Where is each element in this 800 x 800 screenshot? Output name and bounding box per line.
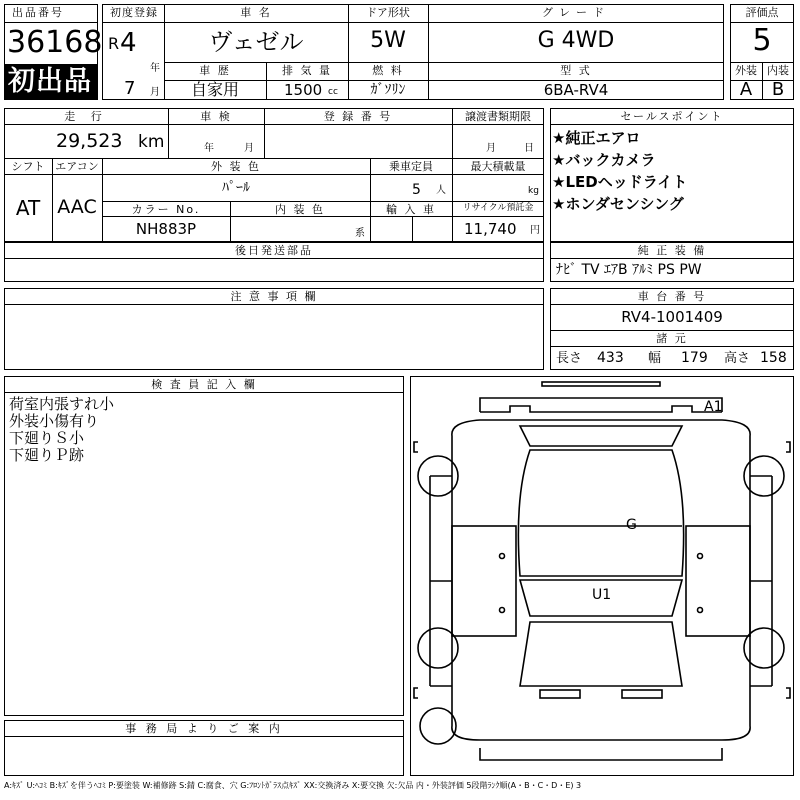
reg-year-unit: 年 [150, 63, 160, 74]
history-label: 車 歴 [199, 64, 231, 77]
rear-window [520, 426, 682, 446]
height: 158 [760, 350, 787, 366]
exterior-grade: A [739, 79, 753, 100]
hood [520, 622, 682, 686]
right-door [686, 526, 750, 636]
reg-month-unit: 月 [150, 87, 160, 98]
first-listing-text: 初出品 [8, 66, 92, 97]
damage-mark-a1: A1 [704, 399, 723, 415]
aircon-label: エアコン [55, 160, 99, 173]
width: 179 [681, 350, 708, 366]
model-label: 型 式 [560, 64, 592, 77]
mileage-unit: km [138, 132, 165, 152]
lot-number-label: 出品番号 [12, 6, 64, 19]
reg-year: 4 [120, 28, 137, 58]
transfer-day-unit: 日 [524, 143, 534, 154]
color-no-label: カラー No. [131, 203, 201, 216]
sales-point-item: ★バックカメラ [552, 151, 656, 169]
length: 433 [597, 350, 624, 366]
mileage: 29,523 [56, 130, 123, 152]
mileage-label: 走 行 [64, 110, 108, 123]
transfer-month-unit: 月 [486, 143, 496, 154]
inspection-month-unit: 月 [244, 143, 254, 154]
legend: A:ｷｽﾞ U:ﾍｺﾐ B:ｷｽﾞを伴うﾍｺﾐ P:要塗装 W:補修跡 S:錆 C:腐食、穴 G:ﾌﾛﾝﾄｶﾞﾗｽ点ｷｽﾞ XX:交換済み X:要交換 欠:欠品 内・外装評価 5段階ﾗﾝｸ順(A・B・C・D・E) 3 [4, 781, 582, 790]
inspector-note: 下廻りＰ跡 [9, 446, 85, 464]
sales-point-item: ★ホンダセンシング [552, 195, 684, 213]
shift-label: シフト [11, 160, 45, 173]
recycle-label: リサイクル預託金 [462, 203, 534, 213]
inspection-year-unit: 年 [204, 143, 214, 154]
score-label: 評価点 [745, 6, 779, 19]
displacement: 1500 [284, 81, 323, 99]
color-no: NH883P [135, 220, 197, 238]
era-mark: R [108, 34, 120, 53]
capacity: 5 [412, 182, 421, 198]
fuel: ｶﾞｿﾘﾝ [370, 82, 406, 98]
recycle-fee: 11,740 [464, 220, 517, 238]
chassis-number: RV4-1001409 [621, 308, 723, 326]
later-parts-label: 後日発送部品 [235, 244, 313, 257]
ext-color: ﾊﾟｰﾙ [222, 180, 250, 196]
recycle-unit: 円 [530, 225, 540, 236]
roof [518, 450, 683, 576]
genuine-equipment: ﾅﾋﾞ TV ｴｱB ｱﾙﾐ PS PW [556, 262, 702, 278]
interior-label: 内装 [767, 64, 789, 77]
max-load-unit: kg [528, 186, 539, 196]
int-color-suffix: 系 [355, 228, 365, 239]
score: 5 [752, 23, 772, 58]
door-label: ドア形状 [366, 6, 410, 19]
sales-points-label: セールスポイント [620, 110, 724, 123]
sales-point-item: ★純正エアロ [552, 129, 641, 147]
exterior-label: 外装 [735, 64, 757, 77]
displacement-label: 排 気 量 [282, 64, 332, 77]
office-label: 事 務 局 よ り ご 案 内 [125, 722, 283, 735]
lot-number: 36168 [7, 25, 103, 60]
width-label: 幅 [648, 351, 662, 366]
rear-plate [542, 382, 660, 386]
rear-bumper [480, 398, 723, 415]
sales-point-item: ★LEDヘッドライト [552, 173, 688, 191]
capacity-unit: 人 [436, 185, 446, 196]
car-name-label: 車 名 [240, 6, 272, 19]
damage-mark-g: G [626, 517, 637, 533]
inspector-note: 外装小傷有り [9, 412, 100, 430]
details-box [4, 108, 544, 242]
int-color-label: 内 装 色 [275, 203, 325, 216]
inspector-note: 荷室内張すれ小 [9, 395, 115, 413]
aircon: AAC [57, 196, 97, 218]
grade-label: グレード [542, 6, 610, 19]
inspection-label: 車 検 [200, 110, 232, 123]
capacity-label: 乗車定員 [389, 160, 433, 173]
ext-color-label: 外 装 色 [211, 160, 261, 173]
car-name: ヴェゼル [208, 28, 304, 56]
reg-no-label: 登 録 番 号 [323, 110, 393, 123]
first-reg-label: 初度登録 [110, 6, 158, 19]
transfer-label: 譲渡書類期限 [465, 110, 531, 123]
specs-label: 諸 元 [656, 332, 688, 345]
grade: G 4WD [537, 28, 615, 53]
door-type: 5W [370, 28, 406, 53]
height-label: 高さ [724, 351, 751, 366]
inspector-note: 下廻りＳ小 [9, 429, 85, 447]
car-diagram [410, 376, 794, 776]
chassis-label: 車 台 番 号 [637, 290, 707, 303]
import-label: 輸 入 車 [386, 203, 436, 216]
left-door [452, 526, 516, 636]
history: 自家用 [190, 80, 239, 99]
model: 6BA-RV4 [543, 81, 609, 99]
interior-grade: B [771, 79, 785, 100]
inspector-label: 検 査 員 記 入 欄 [151, 378, 257, 391]
max-load-label: 最大積載量 [470, 160, 526, 173]
front-bumper [480, 748, 722, 760]
length-label: 長さ [556, 351, 583, 366]
genuine-equipment-label: 純 正 装 備 [637, 244, 707, 257]
fuel-label: 燃 料 [372, 64, 404, 77]
reg-month: 7 [124, 78, 136, 99]
damage-mark-u1: U1 [592, 587, 612, 603]
notes-label: 注 意 事 項 欄 [230, 290, 318, 303]
displacement-unit: cc [328, 87, 338, 97]
shift: AT [15, 196, 41, 220]
spare-wheel [420, 708, 456, 744]
